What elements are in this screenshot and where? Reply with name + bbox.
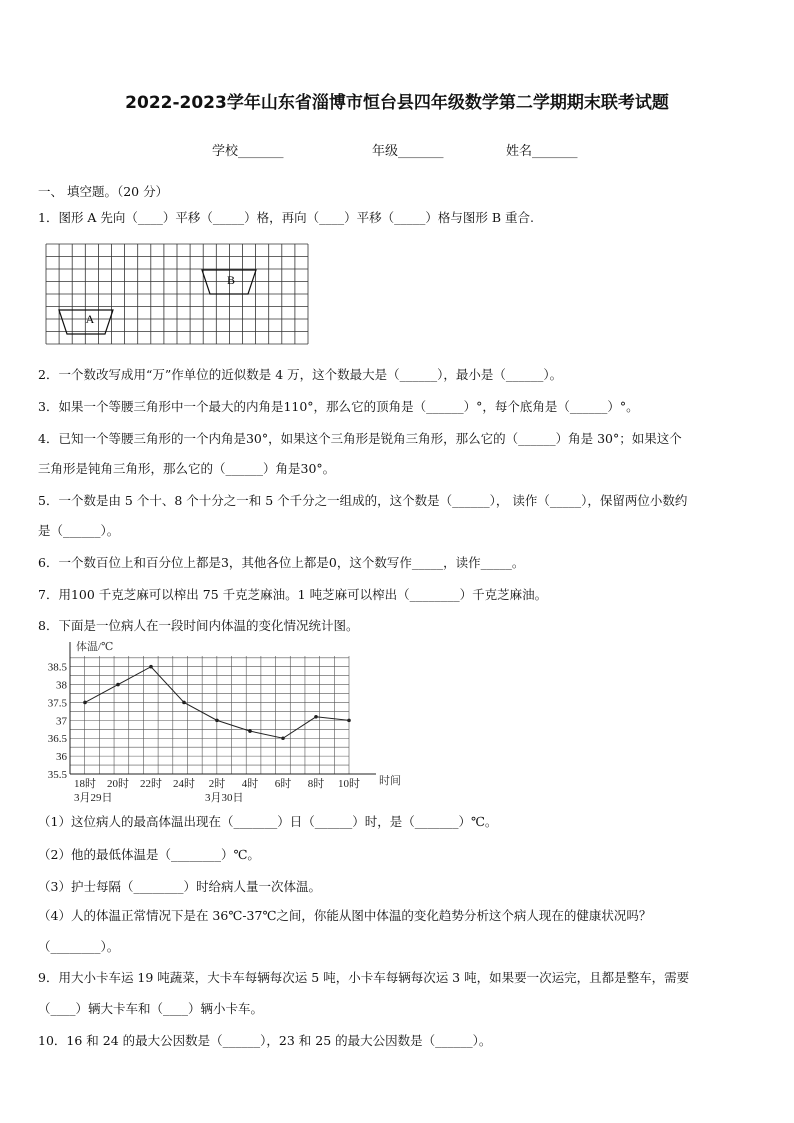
question-9-line-2: （____）辆大卡车和（____）辆小卡车。 [38, 1001, 264, 1016]
x-tick-label: 18时 [74, 778, 96, 790]
y-tick-label: 38.5 [47, 661, 67, 674]
temperature-point [314, 715, 318, 719]
question-7: 7．用100 千克芝麻可以榨出 75 千克芝麻油。1 吨芝麻可以榨出（________）千克芝麻油。 [38, 587, 548, 602]
name-field: 姓名_______ [506, 144, 578, 159]
x-tick-label: 6时 [274, 778, 292, 790]
y-tick-label: 36 [56, 751, 67, 764]
date-label-1: 3月30日 [205, 792, 244, 804]
question-5-line-2: 是（______）。 [38, 523, 120, 538]
question-6: 6．一个数百位上和百分位上都是3，其他各位上都是0，这个数写作_____，读作_____。 [38, 555, 525, 570]
chart-y-label: 体温/℃ [76, 641, 114, 653]
temperature-line-chart [36, 638, 416, 808]
label-b: B [226, 273, 236, 287]
temperature-point [281, 736, 285, 740]
temperature-point [248, 729, 252, 733]
question-8-4-line-2: （________）。 [38, 939, 120, 954]
page-title: 2022-2023学年山东省淄博市恒台县四年级数学第二学期期末联考试题 [125, 93, 669, 113]
grade-field: 年级_______ [372, 144, 444, 159]
question-8-2: （2）他的最低体温是（________）℃。 [38, 847, 260, 862]
x-tick-label: 22时 [140, 778, 162, 790]
question-9-line-1: 9．用大小卡车运 19 吨蔬菜，大卡车每辆每次运 5 吨，小卡车每辆每次运 3 吨，如果要一次运完，且都是整车，需要 [38, 970, 690, 985]
y-tick-label: 37 [56, 715, 67, 728]
x-tick-label: 24时 [173, 778, 195, 790]
question-8: 8．下面是一位病人在一段时间内体温的变化情况统计图。 [38, 618, 359, 633]
question-8-3: （3）护士每隔（________）时给病人量一次体温。 [38, 879, 321, 894]
temperature-point [347, 719, 351, 723]
translation-grid [44, 242, 310, 346]
y-tick-label: 35.5 [47, 769, 67, 781]
y-tick-label: 38 [56, 679, 67, 692]
temperature-point [83, 701, 87, 705]
school-field: 学校_______ [212, 144, 284, 159]
question-1: 1．图形 A 先向（____）平移（_____）格，再向（____）平移（_____）格与图形 B 重合. [38, 210, 535, 225]
y-tick-label: 37.5 [47, 697, 67, 710]
section-heading: 一、 填空题。（20 分） [38, 184, 169, 199]
date-label-0: 3月29日 [74, 792, 113, 804]
x-tick-label: 8时 [307, 778, 325, 790]
label-a: A [85, 312, 95, 326]
question-8-4-line-1: （4）人的体温正常情况下是在 36℃-37℃之间，你能从图中体温的变化趋势分析这个病人现在的健康状况吗？ [38, 908, 652, 923]
question-2: 2．一个数改写成用“万”作单位的近似数是 4 万，这个数最大是（______），最小是（______）。 [38, 367, 563, 382]
question-5-line-1: 5．一个数是由 5 个十、8 个十分之一和 5 个千分之一组成的，这个数是（______）， 读作（_____），保留两位小数约 [38, 493, 688, 508]
y-tick-label: 36.5 [47, 733, 67, 746]
x-tick-label: 10时 [338, 778, 360, 790]
x-tick-label: 20时 [107, 778, 129, 790]
chart-x-label: 时间 [379, 775, 401, 787]
temperature-point [215, 719, 219, 723]
x-tick-label: 2时 [208, 778, 226, 790]
question-10: 10．16 和 24 的最大公因数是（______），23 和 25 的最大公因数是（______）。 [38, 1033, 492, 1048]
question-4-line-2: 三角形是钝角三角形，那么它的（______）角是30°。 [38, 461, 336, 476]
question-8-1: （1）这位病人的最高体温出现在（_______）日（______）时，是（_______）℃。 [38, 814, 498, 829]
temperature-point [182, 701, 186, 705]
temperature-point [149, 665, 153, 669]
temperature-point [116, 683, 120, 687]
question-4-line-1: 4．已知一个等腰三角形的一个内角是30°，如果这个三角形是锐角三角形，那么它的（______）角是 30°；如果这个 [38, 431, 682, 446]
x-tick-label: 4时 [241, 778, 259, 790]
question-3: 3．如果一个等腰三角形中一个最大的内角是110°，那么它的顶角是（______）°，每个底角是（______）°。 [38, 399, 639, 414]
